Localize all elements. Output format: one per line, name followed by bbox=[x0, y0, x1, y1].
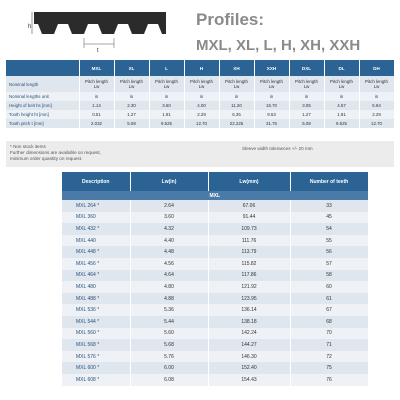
length-header-row bbox=[62, 172, 368, 191]
belt-description: MXL 448 * bbox=[62, 246, 130, 258]
length-in: 4.48 bbox=[130, 246, 208, 258]
profiles-header-row bbox=[6, 60, 394, 76]
teeth-count: 68 bbox=[290, 316, 368, 328]
profiles-cell: 5.08 bbox=[114, 119, 149, 128]
belt-description: MXL 480 bbox=[62, 281, 130, 293]
profiles-cell: Pitch length Lw bbox=[149, 76, 184, 92]
length-mm: 115.82 bbox=[208, 258, 290, 270]
title-block bbox=[196, 10, 396, 56]
profiles-cell: 31.75 bbox=[254, 119, 289, 128]
profile-col-header: H bbox=[184, 60, 219, 76]
profiles-row-label: Nominal length bbox=[6, 76, 79, 92]
table-row bbox=[62, 374, 368, 386]
length-in: 5.36 bbox=[130, 304, 208, 316]
profiles-cell: in bbox=[359, 92, 394, 101]
length-in: 4.64 bbox=[130, 270, 208, 282]
profiles-cell: 5.94 bbox=[359, 101, 394, 110]
belt-description: MXL 464 * bbox=[62, 270, 130, 282]
profiles-cell: 11.20 bbox=[219, 101, 254, 110]
length-in: 2.64 bbox=[130, 200, 208, 212]
profiles-cell: 5.08 bbox=[289, 119, 324, 128]
teeth-count: 54 bbox=[290, 223, 368, 235]
note-line: minimum order quantity on request. bbox=[10, 156, 83, 161]
length-in: 6.08 bbox=[130, 374, 208, 386]
profile-col-header: XXH bbox=[254, 60, 289, 76]
profiles-row bbox=[6, 76, 394, 92]
group-row bbox=[62, 191, 368, 200]
profiles-cell: in bbox=[114, 92, 149, 101]
profile-col-header: DXL bbox=[289, 60, 324, 76]
length-in: 5.60 bbox=[130, 328, 208, 340]
belt-teeth bbox=[38, 24, 166, 34]
profiles-cell: 12.70 bbox=[184, 119, 219, 128]
length-in: 4.56 bbox=[130, 258, 208, 270]
length-in: 4.88 bbox=[130, 293, 208, 305]
group-label: MXL bbox=[62, 191, 368, 200]
profiles-cell: 2.29 bbox=[184, 110, 219, 119]
profiles-cell: 12.70 bbox=[359, 119, 394, 128]
profiles-row bbox=[6, 119, 394, 128]
profiles-table bbox=[6, 60, 395, 128]
length-mm: 123.95 bbox=[208, 293, 290, 305]
profiles-cell: 9.525 bbox=[324, 119, 359, 128]
length-in: 5.76 bbox=[130, 351, 208, 363]
profiles-cell: 22.225 bbox=[219, 119, 254, 128]
profiles-cell: Pitch length Lw bbox=[219, 76, 254, 92]
table-row bbox=[62, 258, 368, 270]
length-in: 4.32 bbox=[130, 223, 208, 235]
profiles-cell: 0.51 bbox=[79, 110, 114, 119]
profiles-cell: 9.53 bbox=[254, 110, 289, 119]
length-mm: 154.43 bbox=[208, 374, 290, 386]
profiles-cell: in bbox=[324, 92, 359, 101]
profile-col-header: DH bbox=[359, 60, 394, 76]
page-subtitle: MXL, XL, L, H, XH, XXH bbox=[196, 37, 361, 54]
teeth-count: 72 bbox=[290, 351, 368, 363]
profile-col-header: DL bbox=[324, 60, 359, 76]
belt-description: MXL 432 * bbox=[62, 223, 130, 235]
profiles-cell: 1.91 bbox=[324, 110, 359, 119]
table-row bbox=[62, 362, 368, 374]
belt-description: MXL 560 * bbox=[62, 328, 130, 340]
belt-description: MXL 600 * bbox=[62, 362, 130, 374]
length-mm: 144.27 bbox=[208, 339, 290, 351]
teeth-count: 75 bbox=[290, 362, 368, 374]
teeth-count: 61 bbox=[290, 293, 368, 305]
profiles-cell: 6.35 bbox=[219, 110, 254, 119]
teeth-count: 60 bbox=[290, 281, 368, 293]
teeth-count: 76 bbox=[290, 374, 368, 386]
belt-profile-diagram bbox=[28, 8, 166, 56]
profiles-cell: 2.032 bbox=[79, 119, 114, 128]
notes-left bbox=[10, 144, 160, 162]
teeth-count: 55 bbox=[290, 235, 368, 247]
belt-description: MXL 360 bbox=[62, 212, 130, 224]
length-col-header: Lw(in) bbox=[130, 172, 208, 191]
notes-right: Sleeve width tolerances +/- 20 mm bbox=[242, 146, 313, 151]
length-mm: 152.40 bbox=[208, 362, 290, 374]
page-title: Profiles: bbox=[196, 10, 265, 29]
profiles-cell: Pitch length Lw bbox=[79, 76, 114, 92]
length-mm: 109.73 bbox=[208, 223, 290, 235]
belt-description: MXL 488 * bbox=[62, 293, 130, 305]
profiles-cell: 1.27 bbox=[114, 110, 149, 119]
profiles-cell: 4.57 bbox=[324, 101, 359, 110]
profiles-cell: in bbox=[149, 92, 184, 101]
profile-col-header: L bbox=[149, 60, 184, 76]
belt-description: MXL 536 * bbox=[62, 304, 130, 316]
table-row bbox=[62, 200, 368, 212]
belt-description: MXL 440 bbox=[62, 235, 130, 247]
profiles-row bbox=[6, 110, 394, 119]
profiles-cell: 4.00 bbox=[184, 101, 219, 110]
profiles-cell: 3.60 bbox=[149, 101, 184, 110]
length-mm: 138.18 bbox=[208, 316, 290, 328]
teeth-count: 70 bbox=[290, 328, 368, 340]
length-in: 6.00 bbox=[130, 362, 208, 374]
profiles-cell: 3.05 bbox=[289, 101, 324, 110]
height-label: h bbox=[28, 24, 32, 30]
table-row bbox=[62, 316, 368, 328]
profiles-cell: Pitch length Lw bbox=[254, 76, 289, 92]
profiles-row bbox=[6, 92, 394, 101]
length-in: 3.60 bbox=[130, 212, 208, 224]
length-mm: 121.92 bbox=[208, 281, 290, 293]
profile-col-header: XL bbox=[114, 60, 149, 76]
belt-length-table bbox=[62, 172, 369, 386]
length-mm: 91.44 bbox=[208, 212, 290, 224]
teeth-count: 71 bbox=[290, 339, 368, 351]
notes-box bbox=[6, 141, 394, 167]
profiles-cell: 9.525 bbox=[149, 119, 184, 128]
profiles-cell: in bbox=[289, 92, 324, 101]
profiles-row-label: Height of belt hs [mm] bbox=[6, 101, 79, 110]
profiles-cell: Pitch length Lw bbox=[114, 76, 149, 92]
length-in: 5.68 bbox=[130, 339, 208, 351]
profiles-cell: 2.30 bbox=[114, 101, 149, 110]
teeth-count: 33 bbox=[290, 200, 368, 212]
table-row bbox=[62, 223, 368, 235]
profiles-cell: in bbox=[79, 92, 114, 101]
length-in: 5.44 bbox=[130, 316, 208, 328]
table-row bbox=[62, 304, 368, 316]
profiles-cell: Pitch length Lw bbox=[359, 76, 394, 92]
length-mm: 136.14 bbox=[208, 304, 290, 316]
profiles-cell: Pitch length Lw bbox=[184, 76, 219, 92]
profiles-row-label: Tooth pitch t [mm] bbox=[6, 119, 79, 128]
length-mm: 146.30 bbox=[208, 351, 290, 363]
length-mm: 142.24 bbox=[208, 328, 290, 340]
table-row bbox=[62, 246, 368, 258]
teeth-count: 67 bbox=[290, 304, 368, 316]
profiles-cell: 1.91 bbox=[149, 110, 184, 119]
belt-description: MXL 608 * bbox=[62, 374, 130, 386]
teeth-count: 56 bbox=[290, 246, 368, 258]
profiles-cell: 1.14 bbox=[79, 101, 114, 110]
belt-description: MXL 544 * bbox=[62, 316, 130, 328]
table-row bbox=[62, 293, 368, 305]
table-row bbox=[62, 351, 368, 363]
table-row bbox=[62, 270, 368, 282]
belt-body bbox=[34, 12, 166, 24]
belt-description: MXL 264 * bbox=[62, 200, 130, 212]
profiles-cell: in bbox=[219, 92, 254, 101]
profiles-cell: in bbox=[254, 92, 289, 101]
table-row bbox=[62, 212, 368, 224]
length-col-header: Number of teeth bbox=[290, 172, 368, 191]
table-row bbox=[62, 235, 368, 247]
profiles-cell: 15.70 bbox=[254, 101, 289, 110]
profile-col-header: MXL bbox=[79, 60, 114, 76]
table-row bbox=[62, 339, 368, 351]
teeth-count: 45 bbox=[290, 212, 368, 224]
length-col-header: Description bbox=[62, 172, 130, 191]
belt-description: MXL 456 * bbox=[62, 258, 130, 270]
profiles-row-label: Nominal lengths unit bbox=[6, 92, 79, 101]
length-mm: 113.79 bbox=[208, 246, 290, 258]
length-mm: 117.86 bbox=[208, 270, 290, 282]
length-mm: 111.76 bbox=[208, 235, 290, 247]
belt-description: MXL 576 * bbox=[62, 351, 130, 363]
profile-col-header: XH bbox=[219, 60, 254, 76]
profiles-cell: Pitch length Lw bbox=[324, 76, 359, 92]
teeth-count: 58 bbox=[290, 270, 368, 282]
profiles-cell: 1.27 bbox=[289, 110, 324, 119]
length-in: 4.80 bbox=[130, 281, 208, 293]
profiles-cell: 2.29 bbox=[359, 110, 394, 119]
pitch-label: t bbox=[97, 48, 99, 54]
profiles-cell: Pitch length Lw bbox=[289, 76, 324, 92]
belt-description: MXL 568 * bbox=[62, 339, 130, 351]
teeth-count: 57 bbox=[290, 258, 368, 270]
note-line: Further dimensions are available on request, bbox=[10, 150, 101, 155]
length-in: 4.40 bbox=[130, 235, 208, 247]
note-line: * Non stock items bbox=[10, 144, 46, 149]
profiles-cell: in bbox=[184, 92, 219, 101]
profiles-row-label: Tooth height ht [mm] bbox=[6, 110, 79, 119]
table-row bbox=[62, 328, 368, 340]
length-col-header: Lw(mm) bbox=[208, 172, 290, 191]
length-mm: 67.06 bbox=[208, 200, 290, 212]
profiles-row bbox=[6, 101, 394, 110]
table-row bbox=[62, 281, 368, 293]
